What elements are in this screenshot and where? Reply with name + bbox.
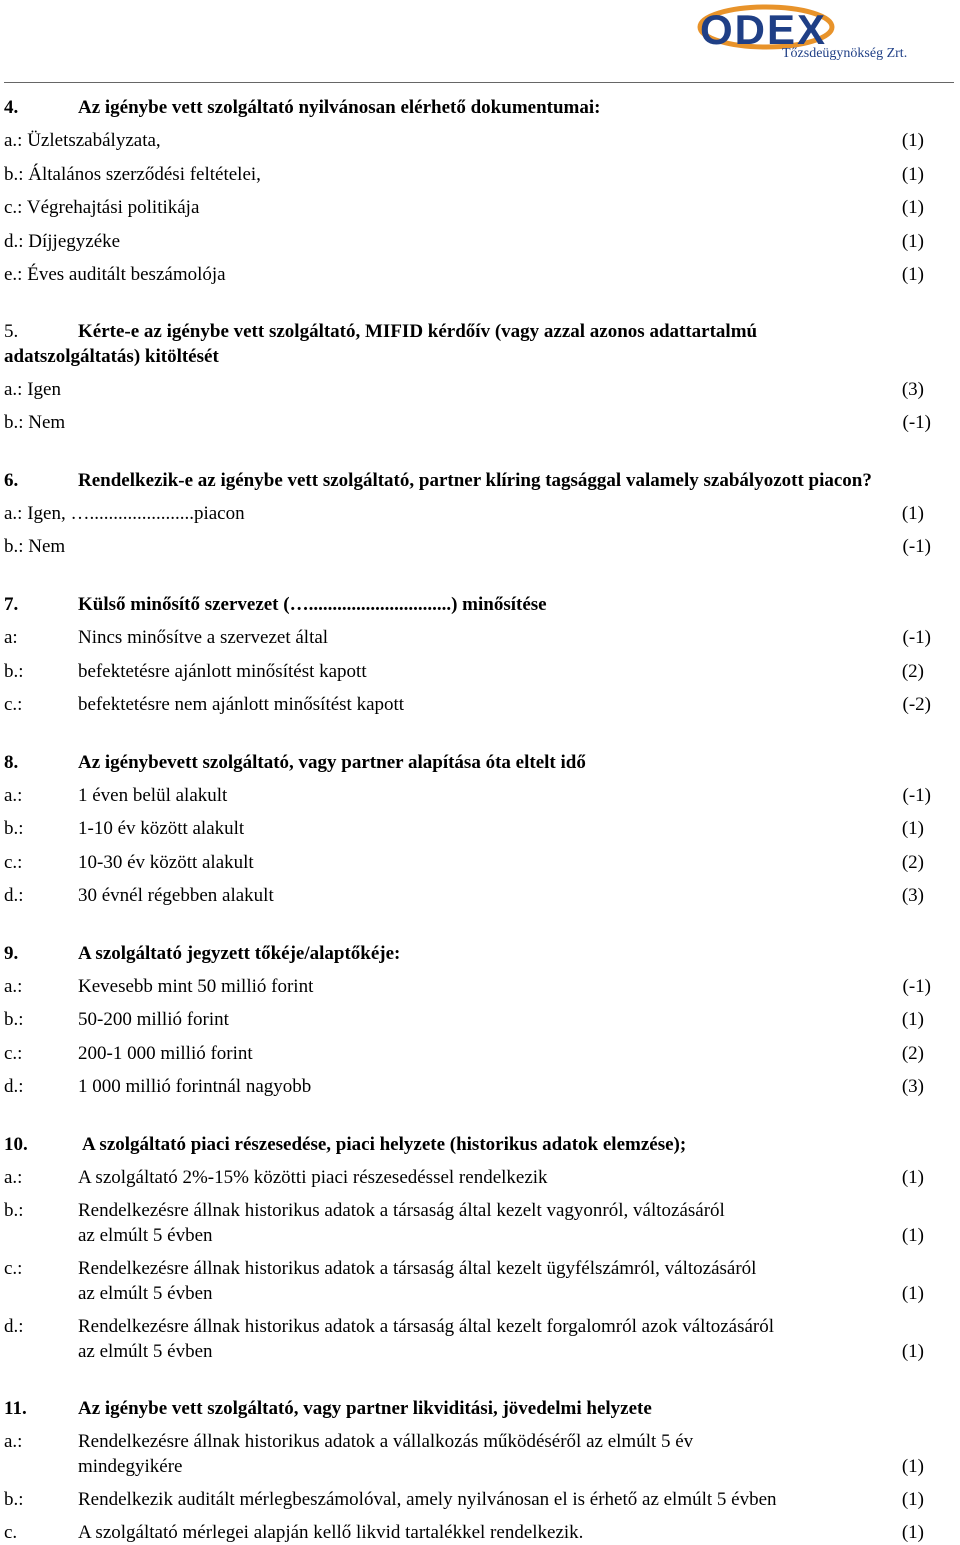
option-row: c.: Végrehajtási politikája <box>4 197 200 218</box>
option-score: (-1) <box>902 536 931 557</box>
option-row: d.: Díjjegyzéke <box>4 231 121 252</box>
option-text-continued: az elmúlt 5 évben <box>78 1283 213 1304</box>
section-title: Kérte-e az igénybe vett szolgáltató, MIFID kérdőív (vagy azzal azonos adattartalmú <box>78 321 758 342</box>
section-title: Az igénybe vett szolgáltató nyilvánosan elérhető dokumentumai: <box>78 97 601 118</box>
section-number: 6. <box>4 470 19 491</box>
option-text: 30 évnél régebben alakult <box>78 885 274 906</box>
option-label: b.: <box>4 1200 24 1221</box>
option-score: (-1) <box>902 976 931 997</box>
option-score: (1) <box>901 1167 924 1188</box>
option-text: 200-1 000 millió forint <box>78 1043 253 1064</box>
odex-logo <box>696 2 948 60</box>
option-text: Rendelkezik auditált mérlegbeszámolóval, amely nyilvánosan el is érhető az elmúlt 5 évben <box>78 1489 777 1510</box>
option-row <box>4 1488 777 1512</box>
section-8-heading <box>4 751 586 775</box>
section-6-heading <box>4 469 872 493</box>
option-row <box>4 851 254 875</box>
option-score: (1) <box>901 164 924 185</box>
option-row <box>4 1199 725 1223</box>
option-score: (3) <box>901 379 924 400</box>
option-text: 1-10 év között alakult <box>78 818 245 839</box>
section-10-heading <box>4 1133 686 1157</box>
option-score: (1) <box>901 818 924 839</box>
option-row <box>4 784 227 808</box>
option-text: Kevesebb mint 50 millió forint <box>78 976 314 997</box>
option-label: d.: <box>4 885 24 906</box>
logo-brand: ODEX <box>700 6 828 53</box>
option-row <box>4 1521 583 1545</box>
option-score: (2) <box>901 661 924 682</box>
option-row <box>4 884 274 908</box>
option-label: a.: <box>4 1167 23 1188</box>
option-score: (1) <box>901 1489 924 1510</box>
option-row: a.: Igen <box>4 379 61 400</box>
option-label: c.: <box>4 1043 23 1064</box>
option-score: (-1) <box>902 412 931 433</box>
option-text: 50-200 millió forint <box>78 1009 229 1030</box>
option-text-continued: az elmúlt 5 évben <box>78 1225 213 1246</box>
option-row: b.: Nem <box>4 412 66 433</box>
option-text: A szolgáltató mérlegei alapján kellő likvid tartalékkel rendelkezik. <box>78 1522 584 1543</box>
option-row <box>4 693 404 717</box>
option-row <box>4 1008 229 1032</box>
option-row: a.: Igen, …......................piacon <box>4 503 245 524</box>
option-score: (-2) <box>902 694 931 715</box>
section-number: 7. <box>4 594 19 615</box>
option-text: befektetésre nem ajánlott minősítést kapott <box>78 694 405 715</box>
option-score: (3) <box>901 1076 924 1097</box>
section-number: 8. <box>4 752 19 773</box>
option-score: (1) <box>901 1522 924 1543</box>
option-label: c.: <box>4 852 23 873</box>
option-label: b.: <box>4 1489 24 1510</box>
option-score: (1) <box>901 1341 924 1362</box>
option-text: Rendelkezésre állnak historikus adatok a vállalkozás működéséről az elmúlt 5 év <box>78 1431 694 1452</box>
section-7-heading <box>4 593 547 617</box>
section-number: 10. <box>4 1134 28 1155</box>
section-title: A szolgáltató jegyzett tőkéje/alaptőkéje: <box>78 943 401 964</box>
option-score: (-1) <box>902 627 931 648</box>
option-label: b.: <box>4 661 24 682</box>
option-text: Rendelkezésre állnak historikus adatok a társaság által kezelt forgalomról azok változásáról <box>78 1316 775 1337</box>
section-number: 9. <box>4 943 19 964</box>
option-text: Rendelkezésre állnak historikus adatok a társaság által kezelt vagyonról, változásáról <box>78 1200 725 1221</box>
option-label: c. <box>4 1522 18 1543</box>
option-row <box>4 1430 693 1454</box>
option-score: (2) <box>901 1043 924 1064</box>
section-11-heading <box>4 1397 652 1421</box>
option-text-continued: mindegyikére <box>78 1456 183 1477</box>
option-score: (1) <box>901 197 924 218</box>
option-label: a.: <box>4 785 23 806</box>
option-score: (3) <box>901 885 924 906</box>
option-row <box>4 1042 253 1066</box>
section-title-continued: adatszolgáltatás) kitöltését <box>4 346 219 367</box>
section-9-heading <box>4 942 400 966</box>
option-score: (1) <box>901 231 924 252</box>
option-label: c.: <box>4 1258 23 1279</box>
option-score: (1) <box>901 503 924 524</box>
option-label: c.: <box>4 694 23 715</box>
option-score: (1) <box>901 1283 924 1304</box>
section-5-heading <box>4 320 757 344</box>
option-label: d.: <box>4 1316 24 1337</box>
section-title: A szolgáltató piaci részesedése, piaci helyzete (historikus adatok elemzése); <box>82 1134 687 1155</box>
option-row: b.: Nem <box>4 536 66 557</box>
option-label: a.: <box>4 1431 23 1452</box>
option-row <box>4 1257 756 1281</box>
option-score: (-1) <box>902 785 931 806</box>
option-text-continued: az elmúlt 5 évben <box>78 1341 213 1362</box>
option-row: b.: Általános szerződési feltételei, <box>4 164 261 185</box>
option-label: b.: <box>4 1009 24 1030</box>
option-score: (2) <box>901 852 924 873</box>
option-text: Rendelkezésre állnak historikus adatok a társaság által kezelt ügyfélszámról, változásáról <box>78 1258 757 1279</box>
option-label: a.: <box>4 976 23 997</box>
option-score: (1) <box>901 1225 924 1246</box>
option-row <box>4 975 313 999</box>
option-row <box>4 1166 548 1190</box>
option-row <box>4 817 244 841</box>
option-text: A szolgáltató 2%-15% közötti piaci részesedéssel rendelkezik <box>78 1167 548 1188</box>
option-row <box>4 1315 774 1339</box>
logo-subtitle: Tőzsdeügynökség Zrt. <box>782 46 908 60</box>
option-label: d.: <box>4 1076 24 1097</box>
option-score: (1) <box>901 1009 924 1030</box>
option-label: b.: <box>4 818 24 839</box>
option-text: 10-30 év között alakult <box>78 852 254 873</box>
option-row <box>4 626 328 650</box>
section-number: 4. <box>4 97 19 118</box>
section-number: 5. <box>4 321 19 342</box>
section-4-heading <box>4 96 600 120</box>
option-text: befektetésre ajánlott minősítést kapott <box>78 661 367 682</box>
option-label: a: <box>4 627 18 648</box>
section-title: Külső minősítő szervezet (…..............................) minősítése <box>78 594 547 615</box>
section-title: Az igénybevett szolgáltató, vagy partner alapítása óta eltelt idő <box>78 752 586 773</box>
option-score: (1) <box>901 1456 924 1477</box>
header-divider <box>4 82 954 83</box>
option-text: 1 éven belül alakult <box>78 785 228 806</box>
option-score: (1) <box>901 264 924 285</box>
option-score: (1) <box>901 130 924 151</box>
option-row <box>4 1075 311 1099</box>
option-text: 1 000 millió forintnál nagyobb <box>78 1076 312 1097</box>
section-title: Az igénybe vett szolgáltató, vagy partner likviditási, jövedelmi helyzete <box>78 1398 652 1419</box>
option-row: a.: Üzletszabályzata, <box>4 130 161 151</box>
option-row <box>4 660 367 684</box>
option-text: Nincs minősítve a szervezet által <box>78 627 329 648</box>
option-row: e.: Éves auditált beszámolója <box>4 264 226 285</box>
section-title: Rendelkezik-e az igénybe vett szolgáltató, partner klíring tagsággal valamely szabályozott piacon? <box>78 470 872 491</box>
section-number: 11. <box>4 1398 27 1419</box>
